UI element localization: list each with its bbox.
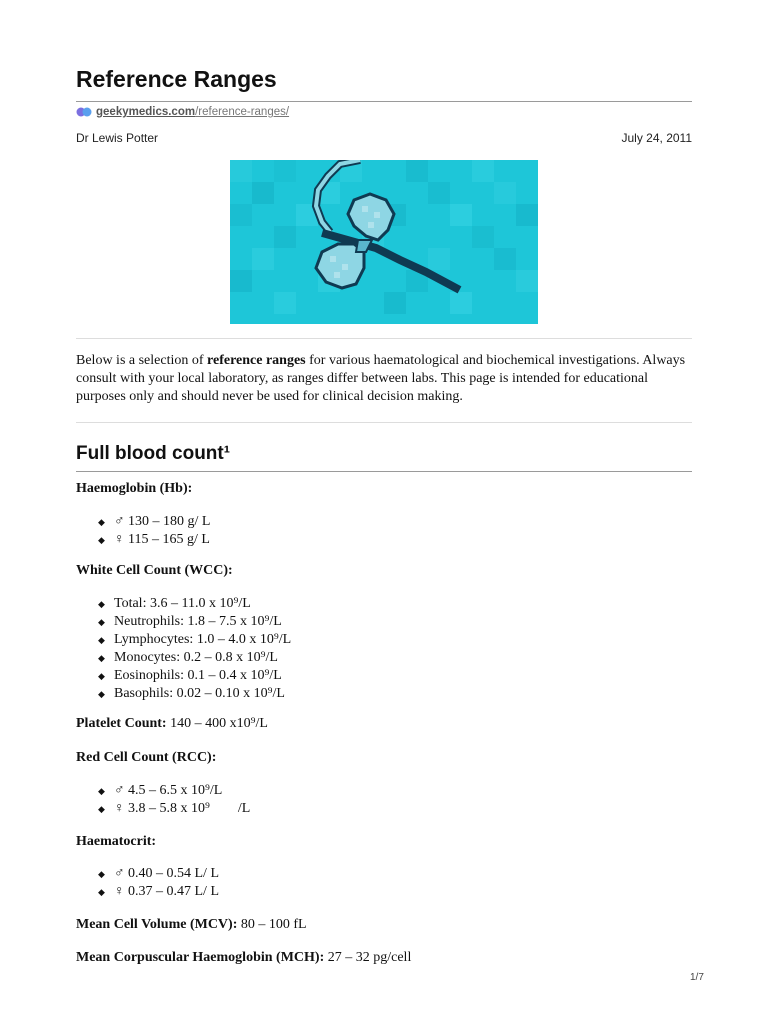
list-item-text: ♂ 4.5 – 6.5 x 10⁹/L [114,783,223,798]
intro-text-after: for various haematological and biochemical investigations. Always consult with your local laboratory, as ranges differ between labs. This page is intended for educational purposes only and should never be used for clinical decision making. [76,353,686,404]
intro-bold: reference ranges [207,353,306,368]
bullet-icon: ◆ [98,535,105,545]
list-item-text: ♀ 115 – 165 g/ L [114,532,210,547]
haemoglobin-label: Haemoglobin (Hb): [76,481,193,496]
bullet-icon: ◆ [98,887,105,897]
list-item [98,782,250,800]
rcc-label: Red Cell Count (RCC): [76,750,217,765]
bullet-icon: ◆ [98,804,105,814]
source-domain[interactable]: geekymedics.com [96,106,196,118]
list-item-text: Total: 3.6 – 11.0 x 10⁹/L [114,596,251,611]
source-link[interactable] [76,106,289,118]
source-path[interactable]: /reference-ranges/ [195,106,290,118]
page-title: Reference Ranges [76,66,277,92]
bullet-icon: ◆ [98,689,105,699]
list-item-text: ♀ 0.37 – 0.47 L/ L [114,884,219,899]
mcv-label: Mean Cell Volume (MCV): [76,917,238,932]
mch-value: 27 – 32 pg/cell [324,950,412,965]
list-item-text: Lymphocytes: 1.0 – 4.0 x 10⁹/L [114,632,292,647]
list-item [98,631,291,649]
author: Dr Lewis Potter [76,131,159,145]
bullet-icon: ◆ [98,653,105,663]
wcc-list [98,595,291,703]
list-item [98,865,219,883]
wcc-label: White Cell Count (WCC): [76,563,233,578]
platelet-count [76,716,268,732]
list-item [98,800,250,818]
list-item-text: Neutrophils: 1.8 – 7.5 x 10⁹/L [114,614,282,629]
bullet-icon: ◆ [98,617,105,627]
list-item-text: Monocytes: 0.2 – 0.8 x 10⁹/L [114,650,278,665]
hero-divider [76,338,692,339]
list-item [98,883,219,901]
rcc-list [98,782,250,818]
platelet-value: 140 – 400 x10⁹/L [166,716,268,731]
mcv-line [76,917,307,933]
bullet-icon: ◆ [98,671,105,681]
byline [76,131,692,145]
list-item [98,667,291,685]
list-item [98,531,210,549]
bullet-icon: ◆ [98,599,105,609]
list-item [98,613,291,631]
list-item [98,595,291,613]
bullet-icon: ◆ [98,869,105,879]
bullet-icon: ◆ [98,517,105,527]
intro-divider [76,422,692,423]
bullet-icon: ◆ [98,635,105,645]
list-item [98,649,291,667]
publish-date: July 24, 2011 [621,131,692,145]
haematocrit-label: Haematocrit: [76,834,157,849]
list-item-text: ♂ 0.40 – 0.54 L/ L [114,866,219,881]
intro-paragraph [76,352,696,406]
mcv-value: 80 – 100 fL [237,917,307,932]
mch-line [76,950,411,966]
haematocrit-list [98,865,219,901]
section-divider [76,471,692,472]
section-title: Full blood count¹ [76,443,231,464]
mch-label: Mean Corpuscular Haemoglobin (MCH): [76,950,325,965]
bullet-icon: ◆ [98,786,105,796]
intro-text-before: Below is a selection of [76,353,208,368]
brain-logo-icon [76,106,92,118]
stethoscope-pixel-icon [230,160,538,324]
haemoglobin-list [98,513,210,549]
list-item-text: ♂ 130 – 180 g/ L [114,514,211,529]
list-item [98,513,210,531]
list-item-text: ♀ 3.8 – 5.8 x 10⁹ /L [114,801,251,816]
title-divider [76,101,692,102]
list-item-text: Eosinophils: 0.1 – 0.4 x 10⁹/L [114,668,282,683]
platelet-label: Platelet Count: [76,716,167,731]
list-item-text: Basophils: 0.02 – 0.10 x 10⁹/L [114,686,285,701]
page-number: 1/7 [690,972,704,983]
list-item [98,685,291,703]
